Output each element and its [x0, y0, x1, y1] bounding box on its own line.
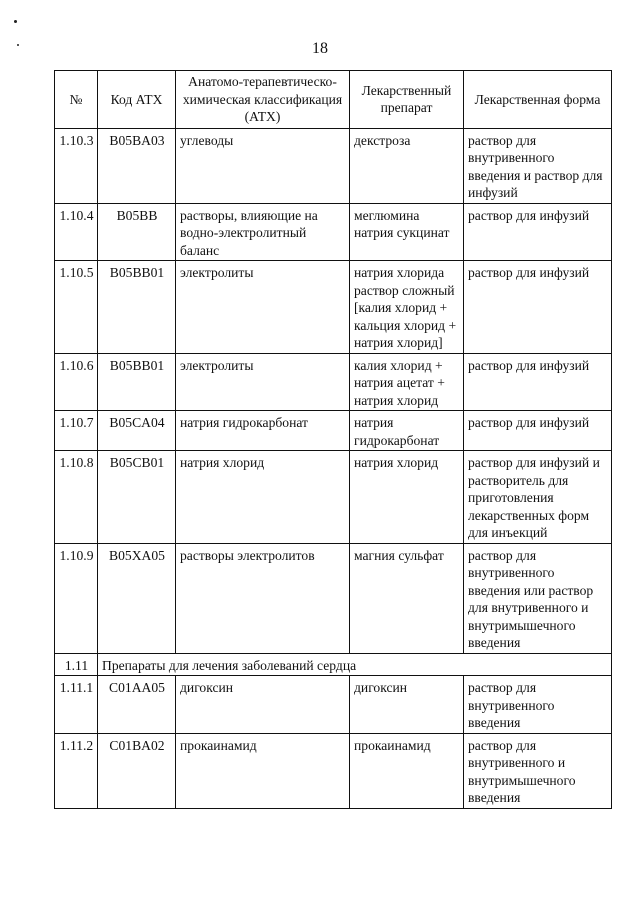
cell-code: B05CA04: [98, 411, 176, 451]
section-num: 1.11: [55, 653, 98, 676]
table-row: [55, 543, 612, 653]
cell-form: раствор для внутривенного и внутримышечного введения: [464, 733, 612, 808]
table-row: [55, 451, 612, 544]
table-row: [55, 733, 612, 808]
cell-code: B05BB: [98, 203, 176, 261]
cell-atx: дигоксин: [176, 676, 350, 734]
cell-num: 1.10.9: [55, 543, 98, 653]
table-header-row: [55, 71, 612, 129]
cell-drug: натрия хлорида раствор сложный [калия хлорид + кальция хлорид + натрия хлорид]: [350, 261, 464, 354]
atx-table: [54, 70, 612, 809]
cell-atx: натрия гидрокарбонат: [176, 411, 350, 451]
section-row: [55, 653, 612, 676]
cell-code: C01BA02: [98, 733, 176, 808]
table-row: [55, 261, 612, 354]
cell-form: раствор для внутривенного введения: [464, 676, 612, 734]
cell-drug: декстроза: [350, 128, 464, 203]
header-atx: Анатомо-терапевтическо-химическая классификация (АТХ): [176, 71, 350, 129]
cell-form: раствор для инфузий: [464, 261, 612, 354]
cell-atx: прокаинамид: [176, 733, 350, 808]
table-row: [55, 203, 612, 261]
cell-num: 1.10.6: [55, 353, 98, 411]
cell-code: B05BB01: [98, 261, 176, 354]
cell-drug: натрия хлорид: [350, 451, 464, 544]
page-number: 18: [312, 40, 328, 57]
cell-drug: калия хлорид + натрия ацетат + натрия хлорид: [350, 353, 464, 411]
table-row: [55, 353, 612, 411]
cell-num: 1.10.3: [55, 128, 98, 203]
table-row: [55, 128, 612, 203]
table-row: [55, 676, 612, 734]
cell-form: раствор для инфузий и растворитель для приготовления лекарственных форм для инъекций: [464, 451, 612, 544]
cell-form: раствор для инфузий: [464, 353, 612, 411]
table-row: [55, 411, 612, 451]
header-code: Код АТХ: [98, 71, 176, 129]
cell-code: B05BB01: [98, 353, 176, 411]
cell-atx: растворы электролитов: [176, 543, 350, 653]
cell-code: C01AA05: [98, 676, 176, 734]
header-form: Лекарственная форма: [464, 71, 612, 129]
cell-num: 1.11.1: [55, 676, 98, 734]
cell-num: 1.10.5: [55, 261, 98, 354]
cell-atx: натрия хлорид: [176, 451, 350, 544]
header-num: №: [55, 71, 98, 129]
scan-speck: [14, 20, 17, 23]
cell-num: 1.10.4: [55, 203, 98, 261]
cell-code: B05BA03: [98, 128, 176, 203]
cell-atx: углеводы: [176, 128, 350, 203]
cell-drug: меглюмина натрия сукцинат: [350, 203, 464, 261]
cell-atx: электролиты: [176, 353, 350, 411]
cell-form: раствор для внутривенного введения и раствор для инфузий: [464, 128, 612, 203]
cell-num: 1.10.8: [55, 451, 98, 544]
header-drug: Лекарственный препарат: [350, 71, 464, 129]
cell-num: 1.10.7: [55, 411, 98, 451]
cell-drug: прокаинамид: [350, 733, 464, 808]
cell-code: B05XA05: [98, 543, 176, 653]
cell-atx: электролиты: [176, 261, 350, 354]
section-title: Препараты для лечения заболеваний сердца: [98, 653, 612, 676]
cell-drug: натрия гидрокарбонат: [350, 411, 464, 451]
cell-form: раствор для инфузий: [464, 203, 612, 261]
cell-drug: магния сульфат: [350, 543, 464, 653]
cell-num: 1.11.2: [55, 733, 98, 808]
cell-code: B05CB01: [98, 451, 176, 544]
cell-atx: растворы, влияющие на водно-электролитный баланс: [176, 203, 350, 261]
cell-drug: дигоксин: [350, 676, 464, 734]
cell-form: раствор для внутривенного введения или раствор для внутривенного и внутримышечного введения: [464, 543, 612, 653]
cell-form: раствор для инфузий: [464, 411, 612, 451]
